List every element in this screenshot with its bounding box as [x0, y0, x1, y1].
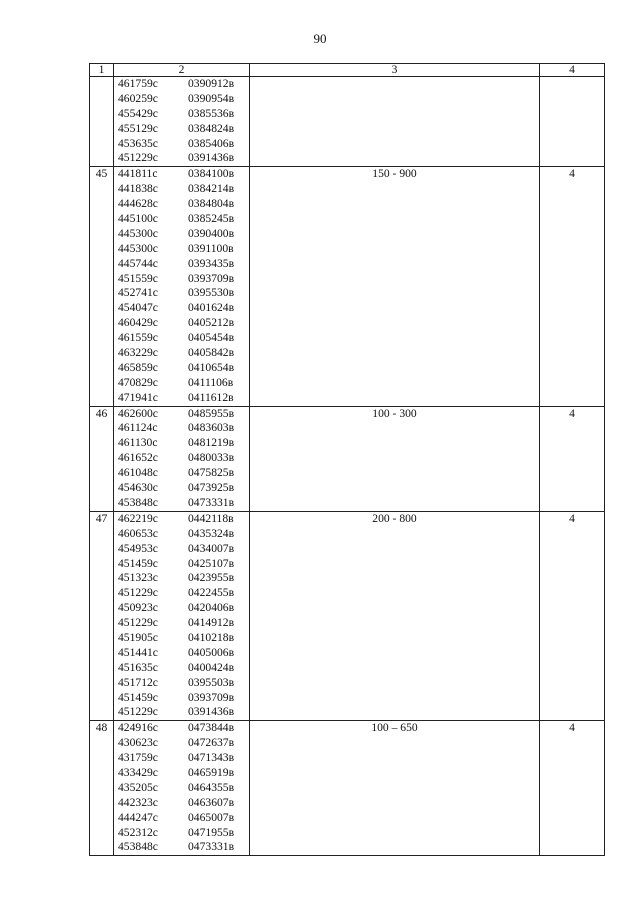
coordinate-pair	[114, 527, 249, 542]
longitude-value: 0384804в	[188, 197, 235, 211]
coordinate-pair	[114, 421, 249, 436]
latitude-value: 451441с	[118, 645, 158, 659]
latitude-value: 461124с	[118, 421, 158, 435]
coordinate-pair	[114, 601, 249, 616]
latitude-value: 451459с	[118, 556, 158, 570]
depth-range: 100 – 650	[250, 721, 540, 856]
coordinate-pair	[114, 661, 249, 676]
latitude-value: 460429с	[118, 316, 158, 330]
coordinate-pair	[114, 840, 249, 855]
latitude-value: 455429с	[118, 106, 158, 120]
coordinates-table	[89, 63, 605, 856]
latitude-value: 462600с	[118, 406, 158, 420]
table-header-row	[90, 64, 605, 77]
longitude-value: 0414912в	[188, 616, 235, 630]
coordinate-pair	[114, 691, 249, 706]
latitude-value: 451229с	[118, 586, 158, 600]
depth-range: 150 - 900	[250, 167, 540, 406]
longitude-value: 0442118в	[188, 511, 234, 525]
coordinate-pair	[114, 586, 249, 601]
coordinate-pair	[114, 751, 249, 766]
latitude-value: 462219с	[118, 511, 158, 525]
latitude-value: 461759с	[118, 77, 158, 90]
longitude-value: 0473925в	[188, 481, 235, 495]
coordinate-pair	[114, 436, 249, 451]
coordinate-pair	[114, 571, 249, 586]
latitude-value: 451712с	[118, 675, 158, 689]
longitude-value: 0471955в	[188, 825, 235, 839]
latitude-value: 461048с	[118, 466, 158, 480]
coordinate-pair	[114, 137, 249, 152]
table-body	[90, 77, 605, 856]
longitude-value: 0401624в	[188, 301, 235, 315]
coordinate-pair	[114, 346, 249, 361]
longitude-value: 0464355в	[188, 780, 235, 794]
longitude-value: 0475825в	[188, 466, 235, 480]
coordinate-pair	[114, 151, 249, 166]
longitude-value: 0422455в	[188, 586, 235, 600]
table-row	[90, 406, 605, 511]
latitude-value: 454630с	[118, 481, 158, 495]
latitude-value: 471941с	[118, 390, 158, 404]
coordinate-list	[114, 167, 250, 406]
latitude-value: 444628с	[118, 197, 158, 211]
latitude-value: 435205с	[118, 780, 158, 794]
column-4-value: 4	[540, 167, 605, 406]
latitude-value: 454953с	[118, 541, 158, 555]
coordinate-pair	[114, 242, 249, 257]
coordinate-pair	[114, 557, 249, 572]
coordinate-list	[114, 721, 250, 856]
table-row	[90, 511, 605, 720]
coordinate-pair	[114, 122, 249, 137]
coordinate-pair	[114, 77, 249, 92]
latitude-value: 461559с	[118, 331, 158, 345]
longitude-value: 0390954в	[188, 91, 235, 105]
coordinate-pair	[114, 676, 249, 691]
longitude-value: 0405212в	[188, 316, 235, 330]
coordinate-pair	[114, 197, 249, 212]
coordinate-pair	[114, 272, 249, 287]
coordinate-pair	[114, 331, 249, 346]
longitude-value: 0393709в	[188, 690, 235, 704]
latitude-value: 451229с	[118, 151, 158, 165]
latitude-value: 452741с	[118, 286, 158, 300]
latitude-value: 452312с	[118, 825, 158, 839]
column-header-1: 1	[90, 64, 114, 77]
column-header-3: 3	[250, 64, 540, 77]
table-row	[90, 77, 605, 167]
coordinate-pair	[114, 167, 249, 182]
longitude-value: 0405006в	[188, 645, 235, 659]
longitude-value: 0393435в	[188, 256, 235, 270]
latitude-value: 442323с	[118, 795, 158, 809]
row-number: 45	[90, 167, 114, 406]
latitude-value: 453848с	[118, 495, 158, 509]
coordinate-pair	[114, 407, 249, 422]
longitude-value: 0410218в	[188, 630, 235, 644]
latitude-value: 460653с	[118, 526, 158, 540]
latitude-value: 444247с	[118, 810, 158, 824]
coordinate-pair	[114, 286, 249, 301]
longitude-value: 0384100в	[188, 167, 235, 181]
latitude-value: 450923с	[118, 601, 158, 615]
column-4-value: 4	[540, 406, 605, 511]
longitude-value: 0410654в	[188, 360, 235, 374]
latitude-value: 451559с	[118, 271, 158, 285]
latitude-value: 461130с	[118, 436, 158, 450]
longitude-value: 0393709в	[188, 271, 235, 285]
coordinate-pair	[114, 542, 249, 557]
longitude-value: 0473331в	[188, 495, 235, 509]
column-header-2: 2	[114, 64, 250, 77]
coordinate-pair	[114, 796, 249, 811]
latitude-value: 445744с	[118, 256, 158, 270]
latitude-value: 454047с	[118, 301, 158, 315]
table-row	[90, 721, 605, 856]
coordinate-pair	[114, 107, 249, 122]
coordinate-pair	[114, 811, 249, 826]
coordinate-pair	[114, 361, 249, 376]
longitude-value: 0385536в	[188, 106, 235, 120]
latitude-value: 430623с	[118, 736, 158, 750]
column-4-value: 4	[540, 721, 605, 856]
latitude-value: 433429с	[118, 765, 158, 779]
longitude-value: 0485955в	[188, 406, 235, 420]
row-number: 48	[90, 721, 114, 856]
longitude-value: 0423955в	[188, 571, 235, 585]
column-4-value	[540, 77, 605, 167]
latitude-value: 470829с	[118, 375, 158, 389]
longitude-value: 0405842в	[188, 346, 235, 360]
coordinate-list	[114, 77, 250, 167]
coordinate-pair	[114, 466, 249, 481]
longitude-value: 0434007в	[188, 541, 235, 555]
coordinate-pair	[114, 481, 249, 496]
longitude-value: 0391436в	[188, 705, 235, 719]
row-number: 47	[90, 511, 114, 720]
coordinate-list	[114, 511, 250, 720]
longitude-value: 0411612в	[188, 390, 234, 404]
longitude-value: 0391436в	[188, 151, 235, 165]
longitude-value: 0384824в	[188, 121, 235, 135]
longitude-value: 0395530в	[188, 286, 235, 300]
coordinate-pair	[114, 212, 249, 227]
depth-range: 200 - 800	[250, 511, 540, 720]
coordinate-pair	[114, 227, 249, 242]
latitude-value: 441838с	[118, 182, 158, 196]
longitude-value: 0481219в	[188, 436, 235, 450]
latitude-value: 461652с	[118, 451, 158, 465]
coordinate-pair	[114, 376, 249, 391]
longitude-value: 0390912в	[188, 77, 235, 90]
latitude-value: 424916с	[118, 721, 158, 735]
longitude-value: 0390400в	[188, 226, 235, 240]
latitude-value: 445100с	[118, 212, 158, 226]
coordinate-pair	[114, 301, 249, 316]
longitude-value: 0473844в	[188, 721, 235, 735]
longitude-value: 0411106в	[188, 375, 234, 389]
row-number	[90, 77, 114, 167]
longitude-value: 0480033в	[188, 451, 235, 465]
coordinate-pair	[114, 705, 249, 720]
table-row	[90, 167, 605, 406]
longitude-value: 0385245в	[188, 212, 235, 226]
coordinate-pair	[114, 646, 249, 661]
latitude-value: 441811с	[118, 167, 158, 181]
coordinate-pair	[114, 496, 249, 511]
latitude-value: 453848с	[118, 840, 158, 854]
latitude-value: 451635с	[118, 660, 158, 674]
coordinate-pair	[114, 451, 249, 466]
depth-range: 100 - 300	[250, 406, 540, 511]
latitude-value: 455129с	[118, 121, 158, 135]
longitude-value: 0400424в	[188, 660, 235, 674]
coordinate-pair	[114, 92, 249, 107]
latitude-value: 451323с	[118, 571, 158, 585]
page-number: 90	[313, 31, 327, 46]
longitude-value: 0385406в	[188, 136, 235, 150]
coordinate-pair	[114, 616, 249, 631]
row-number: 46	[90, 406, 114, 511]
longitude-value: 0384214в	[188, 182, 235, 196]
longitude-value: 0465007в	[188, 810, 235, 824]
latitude-value: 445300с	[118, 226, 158, 240]
longitude-value: 0483603в	[188, 421, 235, 435]
latitude-value: 451905с	[118, 630, 158, 644]
coordinate-list	[114, 406, 250, 511]
longitude-value: 0425107в	[188, 556, 235, 570]
coordinate-pair	[114, 631, 249, 646]
coordinate-pair	[114, 826, 249, 841]
longitude-value: 0395503в	[188, 675, 235, 689]
coordinate-pair	[114, 781, 249, 796]
longitude-value: 0420406в	[188, 601, 235, 615]
coordinate-pair	[114, 721, 249, 736]
coordinate-pair	[114, 182, 249, 197]
longitude-value: 0465919в	[188, 765, 235, 779]
latitude-value: 445300с	[118, 241, 158, 255]
longitude-value: 0391100в	[188, 241, 234, 255]
longitude-value: 0405454в	[188, 331, 235, 345]
latitude-value: 451229с	[118, 616, 158, 630]
longitude-value: 0473331в	[188, 840, 235, 854]
latitude-value: 463229с	[118, 346, 158, 360]
coordinate-pair	[114, 257, 249, 272]
longitude-value: 0471343в	[188, 751, 235, 765]
latitude-value: 431759с	[118, 751, 158, 765]
latitude-value: 451229с	[118, 705, 158, 719]
coordinate-pair	[114, 736, 249, 751]
latitude-value: 451459с	[118, 690, 158, 704]
depth-range	[250, 77, 540, 167]
coordinate-pair	[114, 512, 249, 527]
coordinate-pair	[114, 766, 249, 781]
longitude-value: 0435324в	[188, 526, 235, 540]
latitude-value: 453635с	[118, 136, 158, 150]
longitude-value: 0472637в	[188, 736, 235, 750]
coordinate-pair	[114, 391, 249, 406]
latitude-value: 460259с	[118, 91, 158, 105]
column-4-value: 4	[540, 511, 605, 720]
column-header-4: 4	[540, 64, 605, 77]
longitude-value: 0463607в	[188, 795, 235, 809]
latitude-value: 465859с	[118, 360, 158, 374]
coordinate-pair	[114, 316, 249, 331]
